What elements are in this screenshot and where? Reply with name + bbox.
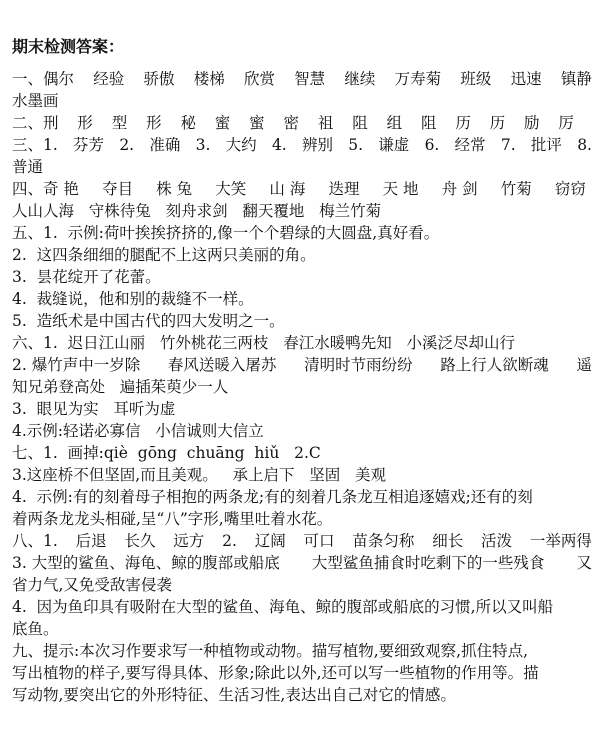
section-4-term: 夺目: [102, 180, 134, 198]
section-3-term: 批评: [530, 136, 562, 154]
section-4-term: 株 兔: [156, 180, 193, 198]
section-2-term: 蜜: [249, 114, 265, 132]
section-5-line-5: 5. 造纸术是中国古代的四大发明之一。: [12, 312, 285, 330]
section-1-line-2: 水墨画: [12, 92, 59, 110]
section-3-term: 2.: [119, 136, 135, 154]
section-9-line-3: 写动物,要突出它的外形特征、生活习性,表达出自己对它的情感。: [12, 686, 456, 704]
section-6-line-3: 知兄弟登高处 遍插茱萸少一人: [12, 378, 229, 396]
section-3-term: 经常: [454, 136, 486, 154]
section-1-term: 骄傲: [143, 70, 175, 88]
section-1-term: 欣赏: [243, 70, 275, 88]
section-3-term: 准确: [149, 136, 181, 154]
section-7-line-2: 3.这座桥不但坚固,而且美观。 承上启下 坚固 美观: [12, 466, 387, 484]
section-8-term: 可口: [303, 532, 335, 550]
section-6-line-4: 3. 眼见为实 耳听为虚: [12, 400, 176, 418]
section-3-term: 6.: [424, 136, 440, 154]
section-1-term: 镇静: [560, 70, 592, 88]
section-8-line-5: 底鱼。: [12, 620, 59, 638]
section-8-term: 一举两得: [529, 532, 592, 550]
section-3-term: 4.: [271, 136, 287, 154]
section-5-line-1: 五、1. 示例:荷叶挨挨挤挤的,像一个个碧绿的大圆盘,真好看。: [12, 224, 440, 242]
section-1-term: 经验: [93, 70, 125, 88]
section-6-term: 2. 爆竹声中一岁除: [12, 356, 141, 374]
section-4-term: 迭理: [328, 180, 360, 198]
section-3-term: 芬芳: [73, 136, 105, 154]
section-6-term: 路上行人欲断魂: [440, 356, 549, 374]
section-8-term: 2.: [222, 532, 237, 550]
section-2-term: 阻: [352, 114, 368, 132]
section-1-term: 万寿菊: [394, 70, 442, 88]
section-4-term: 大笑: [215, 180, 247, 198]
section-4-term: 四、奇 艳: [12, 180, 79, 198]
section-3-term: 大约: [225, 136, 257, 154]
section-6-line-1: 六、1. 迟日江山丽 竹外桃花三两枝 春江水暖鸭先知 小溪泛尽却山行: [12, 334, 515, 352]
section-5-line-2: 2. 这四条细细的腿配不上这两只美丽的角。: [12, 246, 316, 264]
section-8-term: 后退: [75, 532, 107, 550]
section-2-term: 励: [524, 114, 540, 132]
section-9-line-2: 写出植物的样子,要写得具体、形象;除此以外,还可以写一些植物的作用等。描: [12, 664, 539, 682]
section-4-term: 舟 剑: [441, 180, 478, 198]
section-8-term: 远方: [173, 532, 205, 550]
section-6-term: 清明时节雨纷纷: [304, 356, 413, 374]
section-2-term: 形: [77, 114, 93, 132]
section-2-term: 密: [283, 114, 300, 132]
section-6-line-5: 4.示例:轻诺必寡信 小信诚则大信立: [12, 422, 264, 440]
section-1-line-1: [12, 68, 592, 90]
section-3-term: 5.: [348, 136, 364, 154]
section-3-term: 8.: [577, 136, 592, 154]
section-1-term: 继续: [344, 70, 376, 88]
section-3-term: 谦虚: [378, 136, 410, 154]
section-6-term: 春风送暖入屠苏: [167, 356, 277, 374]
section-4-term: 竹菊: [500, 180, 532, 198]
section-8-term: 又: [576, 554, 592, 572]
section-8-term: 活泼: [481, 532, 513, 550]
section-7-line-1: 七、1. 画掉:qiè gōng chuāng hiǔ 2.C: [12, 444, 321, 462]
section-8-line-2: [12, 552, 592, 574]
section-8-line-4: 4. 因为鱼印具有吸附在大型的鲨鱼、海龟、鲸的腹部或船底的习惯,所以又叫船: [12, 598, 554, 616]
section-4-term: 天 地: [382, 180, 419, 198]
section-2-line-1: [12, 112, 592, 134]
section-5-line-3: 3. 昙花绽开了花蕾。: [12, 268, 161, 286]
section-2-term: 组: [386, 114, 403, 132]
section-8-term: 辽阔: [254, 532, 286, 550]
section-2-term: 型: [111, 114, 128, 132]
section-8-term: 大型鲨鱼捕食时吃剩下的一些残食: [311, 554, 545, 572]
section-4-line-1: [12, 178, 592, 200]
section-2-term: 阻: [420, 114, 437, 132]
section-8-line-3: 省力气,又免受敌害侵袭: [12, 576, 172, 594]
section-7-line-4: 着两条龙龙头相碰,呈“八”字形,嘴里吐着水花。: [12, 510, 333, 528]
section-6-term: 遥: [576, 356, 592, 374]
section-4-line-2: 人山人海 守株待兔 刻舟求剑 翻天覆地 梅兰竹菊: [12, 202, 382, 220]
section-2-term: 历: [489, 114, 506, 132]
section-2-term: 秘: [180, 114, 196, 132]
page-title: 期末检测答案：: [12, 37, 125, 56]
section-8-term: 八、1.: [12, 532, 58, 550]
section-2-term: 蜜: [214, 114, 231, 132]
section-1-term: 智慧: [294, 70, 326, 88]
section-9-line-1: 九、提示:本次习作要求写一种植物或动物。描写植物,要细致观察,抓住特点,: [12, 642, 529, 660]
section-1-term: 楼梯: [193, 70, 225, 88]
section-4-term: 窃窃: [554, 180, 586, 198]
section-3-term: 3.: [195, 136, 211, 154]
section-1-term: 一、偶尔: [12, 70, 75, 88]
section-8-line-1: [12, 530, 592, 552]
section-1-term: 迅速: [510, 70, 542, 88]
section-2-term: 形: [146, 114, 162, 132]
section-8-term: 长久: [124, 532, 156, 550]
answer-sheet: [12, 36, 592, 706]
section-5-line-4: 4. 裁缝说，他和别的裁缝不一样。: [12, 290, 254, 308]
section-3-line-2: 普通: [12, 158, 44, 176]
section-2-term: 祖: [317, 114, 334, 132]
section-3-term: 辨别: [301, 136, 333, 154]
section-8-term: 细长: [432, 532, 464, 550]
section-3-line-1: [12, 134, 592, 156]
section-6-line-2: [12, 354, 592, 376]
section-1-term: 班级: [460, 70, 492, 88]
section-3-term: 7.: [500, 136, 516, 154]
section-2-term: 厉: [558, 114, 574, 132]
section-3-term: 三、1.: [12, 136, 58, 154]
section-2-term: 历: [455, 114, 471, 132]
section-2-term: 二、刑: [12, 114, 59, 132]
section-8-term: 苗条匀称: [352, 532, 415, 550]
section-7-line-3: 4. 示例:有的刻着母子相抱的两条龙;有的刻着几条龙互相追逐嬉戏;还有的刻: [12, 488, 533, 506]
section-8-term: 3. 大型的鲨鱼、海龟、鲸的腹部或船底: [12, 554, 280, 572]
section-4-term: 山 海: [269, 180, 306, 198]
